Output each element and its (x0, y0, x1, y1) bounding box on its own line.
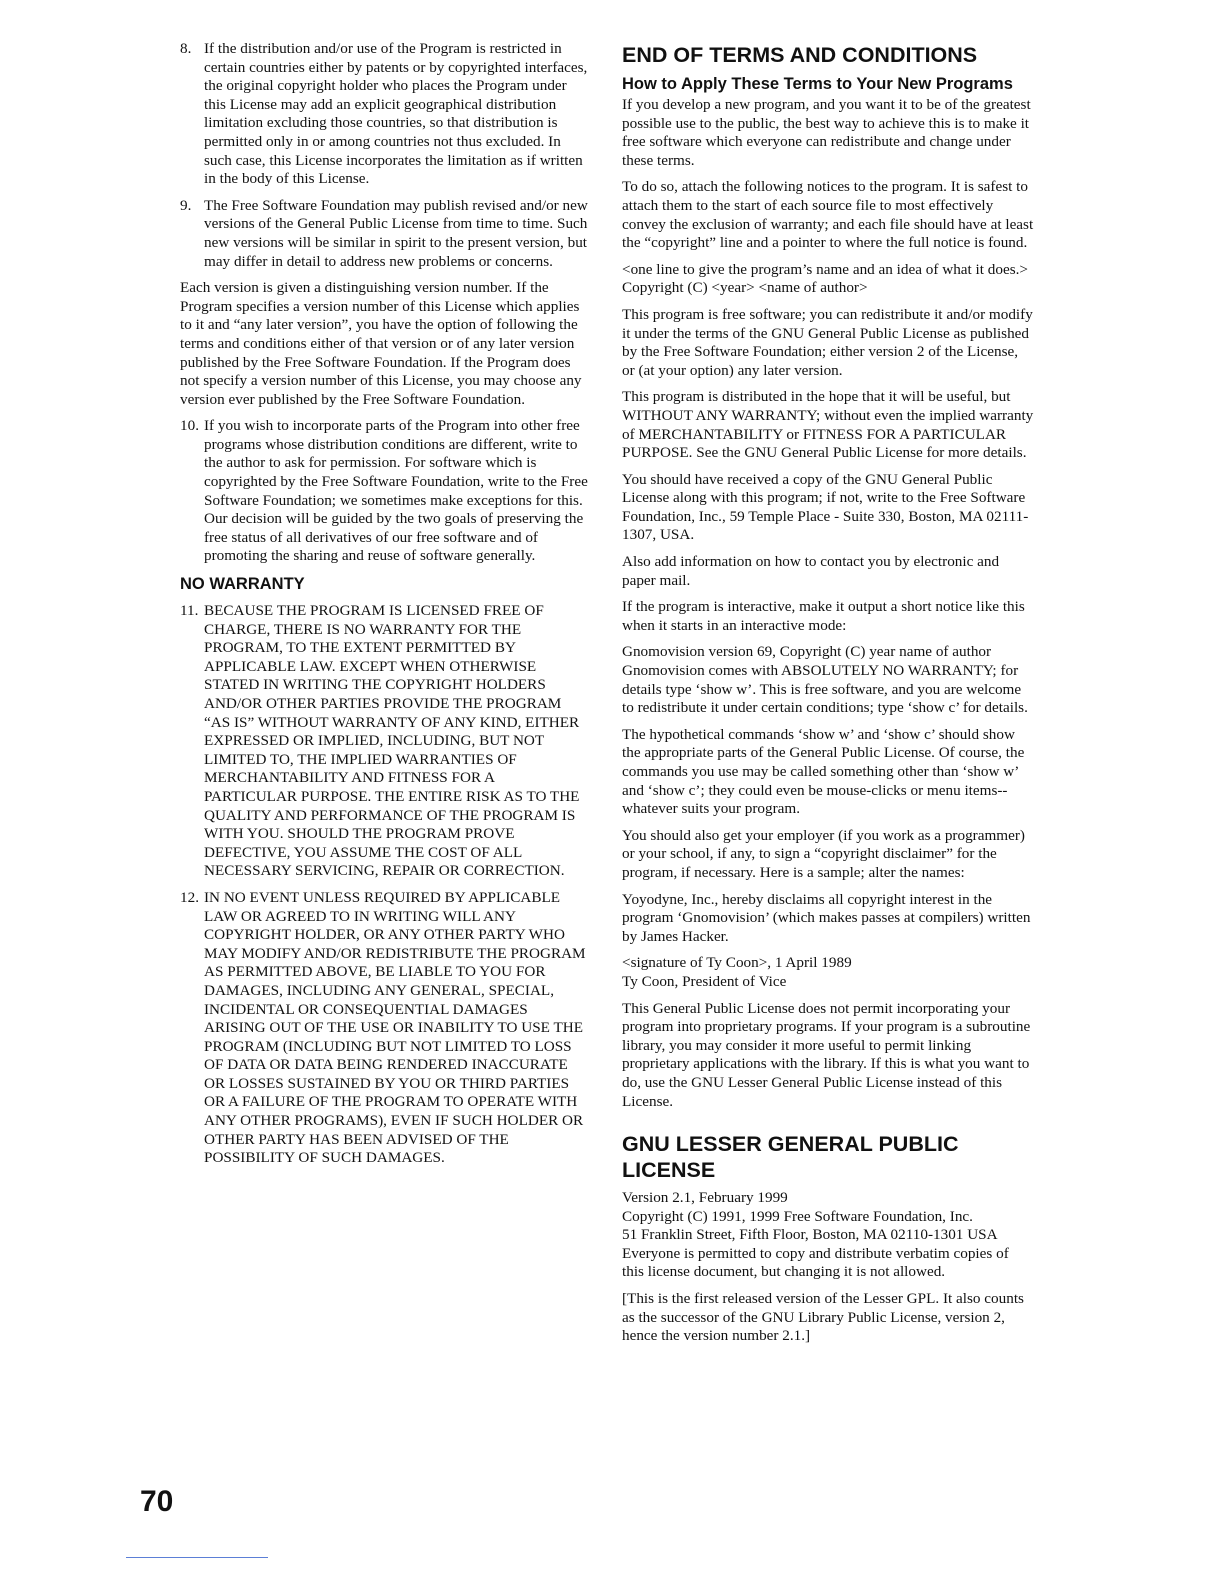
no-warranty-heading: NO WARRANTY (180, 575, 305, 594)
lgpl-copyright: Copyright (C) 1991, 1999 Free Software Foundation, Inc. (622, 1207, 973, 1225)
lgpl-version: Version 2.1, February 1999 (622, 1189, 788, 1207)
notice-line: <one line to give the program’s name and an idea of what it does.> (622, 260, 1028, 278)
left-column (180, 40, 588, 1176)
paragraph: This program is distributed in the hope that it will be useful, but WITHOUT ANY WARRANTY; without even the implied warranty of MERCHANTABILITY or FITNESS FOR A PARTICULAR PURPOSE. See the GNU General Public License for more details. (622, 388, 1034, 462)
lgpl-heading: GNU LESSER GENERAL PUBLIC LICENSE (622, 1132, 959, 1183)
term-text: The Free Software Foundation may publish revised and/or new versions of the General Public License from time to time. Such new versions will be similar in spirit to the present version, but may differ in detail to address new problems or concerns. (204, 196, 588, 270)
right-column (622, 40, 1034, 1354)
license-terms-list (180, 40, 588, 271)
term-text: If the distribution and/or use of the Program is restricted in certain countries either by patents or by copyrighted interfaces, the original copyright holder who places the Program under this License may add an explicit geographical distribution limitation excluding those countries, so that distribution is permitted only in or among countries not thus excluded. In such case, this License incorporates the limitation as if written in the body of this License. (204, 40, 588, 188)
term-item-10 (180, 417, 588, 566)
paragraph: To do so, attach the following notices to the program. It is safest to attach them to the start of each source file to most effectively convey the exclusion of warranty; and each file should have at least the “copyright” line and a pointer to where the full notice is found. (622, 178, 1034, 252)
how-to-apply-heading: How to Apply These Terms to Your New Programs (622, 75, 1013, 93)
page-number: 70 (140, 1485, 174, 1518)
paragraph: If the program is interactive, make it output a short notice like this when it starts in an interactive mode: (622, 598, 1025, 634)
paragraph: If you develop a new program, and you want it to be of the greatest possible use to the public, the best way to achieve this is to make it free software which everyone can redistribute and change under these terms. (622, 96, 1031, 169)
paragraph: Also add information on how to contact you by electronic and paper mail. (622, 553, 1000, 589)
notice-template (622, 261, 1034, 298)
signature-block (622, 954, 1034, 991)
term-number: 11. (180, 602, 199, 620)
lgpl-permission: Everyone is permitted to copy and distribute verbatim copies of this license document, but changing it is not allowed. (622, 1244, 1009, 1281)
term-item-8 (180, 40, 588, 189)
paragraph: Yoyodyne, Inc., hereby disclaims all copyright interest in the program ‘Gnomovision’ (which makes passes at compilers) written by James Hacker. (622, 890, 1031, 945)
paragraph: The hypothetical commands ‘show w’ and ‘show c’ should show the appropriate parts of the General Public License. Of course, the commands you use may be called something other than ‘show w’ and ‘show c’; they could even be mouse-clicks or menu items--whatever suits your program. (622, 725, 1025, 818)
lgpl-address: 51 Franklin Street, Fifth Floor, Boston, MA 02110-1301 USA (622, 1226, 998, 1244)
version-paragraph: Each version is given a distinguishing version number. If the Program specifies a version number of this License which applies to it and “any later version”, you have the option of following the terms and conditions either of that version or of any later version published by the Free Software Foundation. If the Program does not specify a version number of this License, you may choose any version ever published by the Free Software Foundation. (180, 279, 582, 408)
term-number: 10. (180, 417, 199, 435)
term-text: If you wish to incorporate parts of the Program into other free programs whose distribution conditions are different, write to the author to ask for permission. For software which is copyrighted by the Free Software Foundation, write to the Free Software Foundation; we sometimes make exceptions for this. Our decision will be guided by the two goals of preserving the free status of all derivatives of our free software and of promoting the sharing and reuse of software generally. (204, 417, 588, 565)
term-text: IN NO EVENT UNLESS REQUIRED BY APPLICABLE LAW OR AGREED TO IN WRITING WILL ANY COPYRIGHT HOLDER, OR ANY OTHER PARTY WHO MAY MODIFY AND/OR REDISTRIBUTE THE PROGRAM AS PERMITTED ABOVE, BE LIABLE TO YOU FOR DAMAGES, INCLUDING ANY GENERAL, SPECIAL, INCIDENTAL OR CONSEQUENTIAL DAMAGES ARISING OUT OF THE USE OR INABILITY TO USE THE PROGRAM (INCLUDING BUT NOT LIMITED TO LOSS OF DATA OR DATA BEING RENDERED INACCURATE OR LOSSES SUSTAINED BY YOU OR THIRD PARTIES OR A FAILURE OF THE PROGRAM TO OPERATE WITH ANY OTHER PROGRAMS), EVEN IF SUCH HOLDER OR OTHER PARTY HAS BEEN ADVISED OF THE POSSIBILITY OF SUCH DAMAGES. (204, 888, 586, 1167)
paragraph: This General Public License does not permit incorporating your program into proprietary programs. If your program is a subroutine library, you may consider it more useful to permit linking proprietary applications with the library. If this is what you want to do, use the GNU Lesser General Public License instead of this License. (622, 999, 1031, 1110)
term-number: 9. (180, 196, 192, 214)
notice-line: Copyright (C) <year> <name of author> (622, 279, 868, 297)
paragraph: You should also get your employer (if you work as a programmer) or your school, if any, to sign a “copyright disclaimer” for the program, if necessary. Here is a sample; alter the names: (622, 826, 1025, 881)
paragraph: Gnomovision version 69, Copyright (C) year name of author Gnomovision comes with ABSOLUTELY NO WARRANTY; for details type ‘show w’. This is free software, and you are welcome to redistribute it under certain conditions; type ‘show c’ for details. (622, 643, 1028, 717)
signature-line: Ty Coon, President of Vice (622, 972, 787, 990)
lgpl-note: [This is the first released version of the Lesser GPL. It also counts as the successor of the GNU Library Public License, version 2, hence the version number 2.1.] (622, 1290, 1024, 1345)
term-number: 8. (180, 40, 192, 57)
end-of-terms-heading: END OF TERMS AND CONDITIONS (622, 43, 978, 67)
term-text: BECAUSE THE PROGRAM IS LICENSED FREE OF CHARGE, THERE IS NO WARRANTY FOR THE PROGRAM, TO THE EXTENT PERMITTED BY APPLICABLE LAW. EXCEPT WHEN OTHERWISE STATED IN WRITING THE COPYRIGHT HOLDERS AND/OR OTHER PARTIES PROVIDE THE PROGRAM “AS IS” WITHOUT WARRANTY OF ANY KIND, EITHER EXPRESSED OR IMPLIED, INCLUDING, BUT NOT LIMITED TO, THE IMPLIED WARRANTIES OF MERCHANTABILITY AND FITNESS FOR A PARTICULAR PURPOSE. THE ENTIRE RISK AS TO THE QUALITY AND PERFORMANCE OF THE PROGRAM IS WITH YOU. SHOULD THE PROGRAM PROVE DEFECTIVE, YOU ASSUME THE COST OF ALL NECESSARY SERVICING, REPAIR OR CORRECTION. (204, 602, 580, 880)
bottom-divider-line (126, 1557, 268, 1558)
signature-line: <signature of Ty Coon>, 1 April 1989 (622, 954, 852, 972)
term-item-12 (180, 889, 588, 1168)
term-item-11 (180, 602, 588, 881)
term-number: 12. (180, 888, 199, 906)
lgpl-header-block (622, 1189, 1034, 1282)
license-terms-list (180, 417, 588, 566)
paragraph: You should have received a copy of the GNU General Public License along with this program; if not, write to the Free Software Foundation, Inc., 59 Temple Place - Suite 330, Boston, MA 02111-1307, USA. (622, 470, 1029, 544)
term-item-9 (180, 197, 588, 271)
paragraph: This program is free software; you can redistribute it and/or modify it under the terms of the GNU General Public License as published by the Free Software Foundation; either version 2 of the License, or (at your option) any later version. (622, 305, 1033, 379)
warranty-terms-list (180, 602, 588, 1168)
